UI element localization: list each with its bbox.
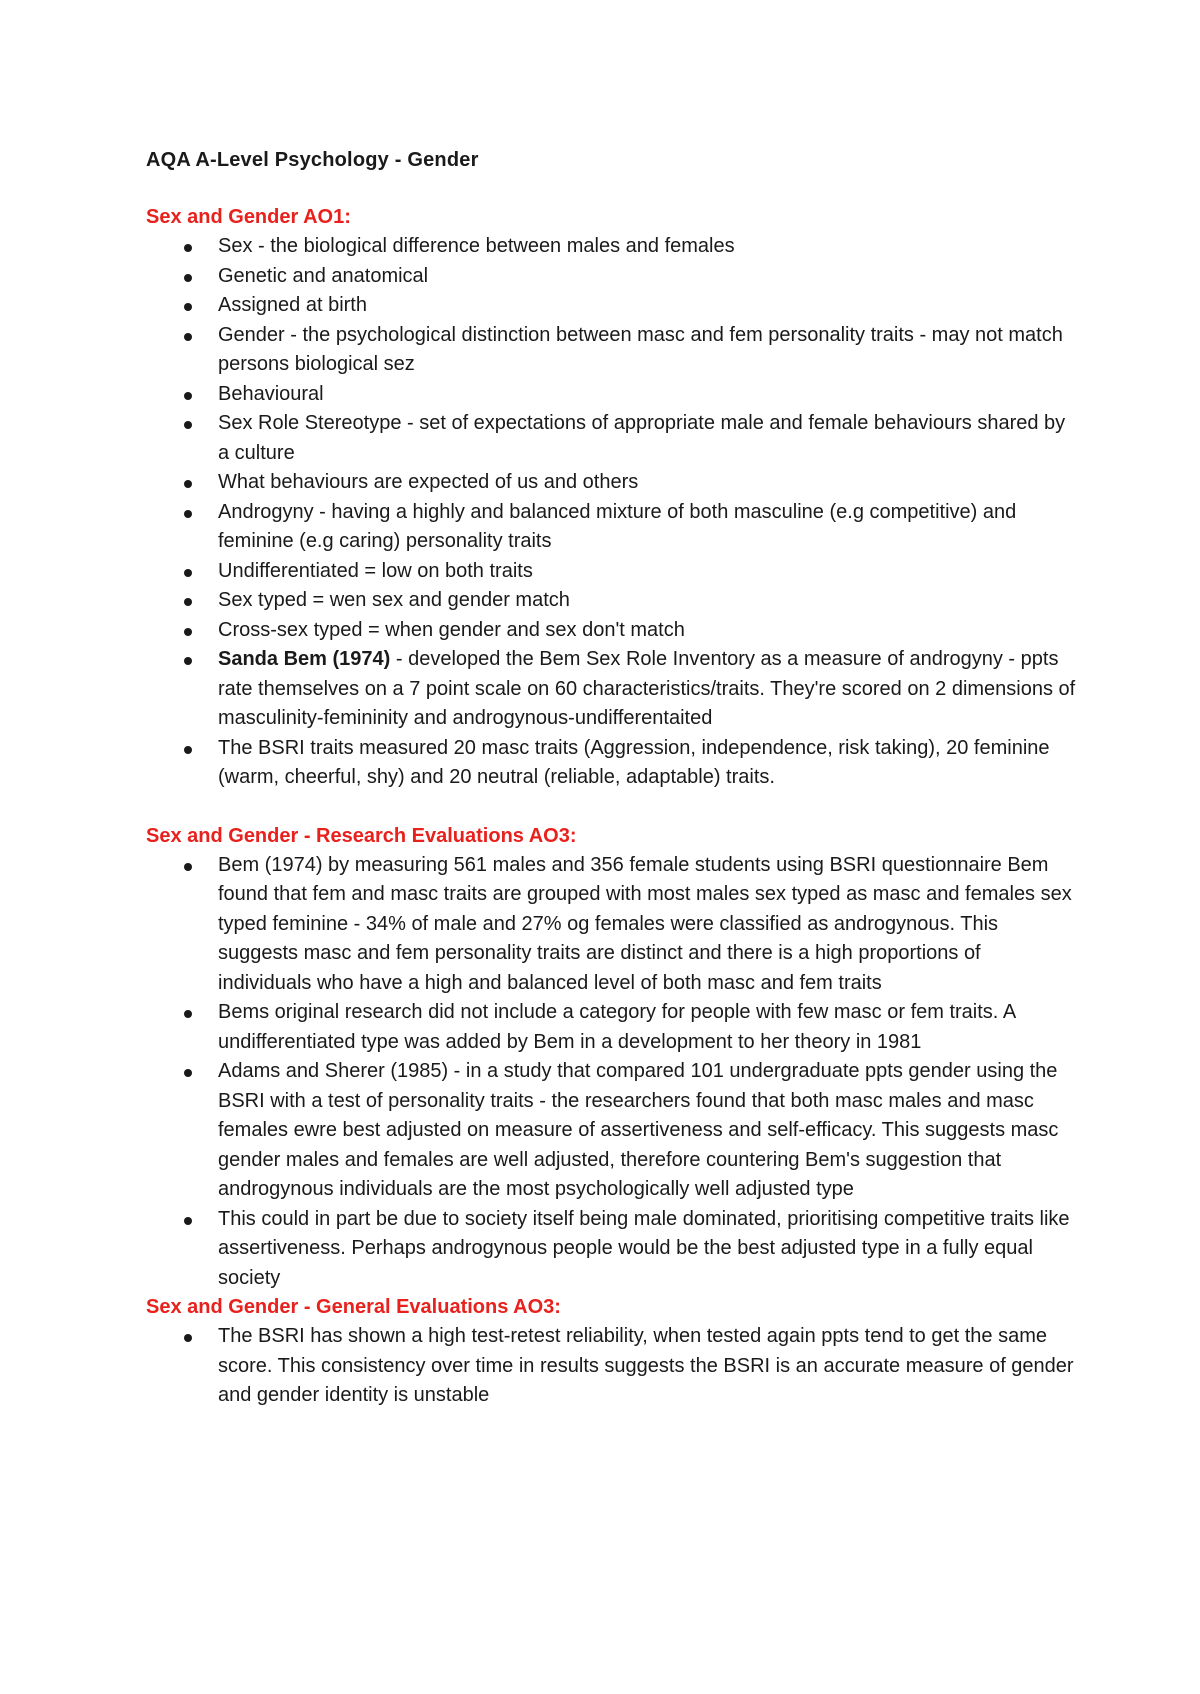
list-item-text: - developed the Bem Sex Role Inventory as a measure of androgyny - ppts rate themselves on a 7 point scale on 60 characteristics/traits. They're scored on 2 dimensions of masculinity-femininity and androgynous-undifferentaited	[218, 648, 1076, 729]
list-item-text: The BSRI traits measured 20 masc traits (Aggression, independence, risk taking), 20 feminine (warm, cheerful, shy) and 20 neutral (reliable, adaptable) traits.	[218, 736, 1050, 788]
list-item-text: Bem (1974) by measuring 561 males and 356 female students using BSRI questionnaire Bem found that fem and masc traits are grouped with most males sex typed as masc and females sex typed feminine - 34% of male and 27% og females were classified as androgynous. This suggests masc and fem personality traits are distinct and there is a high proportions of individuals who have a high and balanced level of both masc and fem traits	[218, 853, 1072, 994]
list-item	[146, 409, 1076, 468]
list-item-text: Cross-sex typed = when gender and sex don't match	[218, 618, 685, 641]
list-item	[146, 851, 1076, 999]
document-content	[146, 145, 1076, 1411]
list-item	[146, 1322, 1076, 1411]
list-item-text: Assigned at birth	[218, 294, 367, 316]
list-item	[146, 998, 1076, 1057]
bullet-dot-icon	[184, 569, 192, 577]
bullet-list	[146, 1322, 1076, 1411]
list-item-text: Sex - the biological difference between males and females	[218, 235, 735, 257]
bullet-dot-icon	[184, 421, 192, 429]
list-item	[146, 586, 1076, 616]
list-item-text: Androgyny - having a highly and balanced mixture of both masculine (e.g competitive) and feminine (e.g caring) personality traits	[218, 500, 1017, 552]
bullet-dot-icon	[184, 657, 192, 665]
list-item	[146, 468, 1076, 498]
list-item	[146, 645, 1076, 734]
list-item-text: Behavioural	[218, 382, 324, 405]
bullet-list	[146, 232, 1076, 793]
list-item-text: Adams and Sherer (1985) - in a study that compared 101 undergraduate ppts gender using the BSRI with a test of personality traits - the researchers found that both masc males and masc females ewre best adjusted on measure of assertiveness and self-efficacy. This suggests masc gender males and females are well adjusted, therefore countering Bem's suggestion that androgynous individuals are the most psychologically well adjusted type	[218, 1060, 1059, 1200]
sections-container	[146, 203, 1076, 1411]
bullet-dot-icon	[184, 303, 192, 311]
bullet-list	[146, 851, 1076, 1294]
list-item	[146, 1057, 1076, 1205]
bullet-dot-icon	[184, 863, 192, 871]
list-item-text: This could in part be due to society itself being male dominated, prioritising competitive traits like assertiveness. Perhaps androgynous people would be the best adjusted type in a fully equal society	[218, 1207, 1070, 1289]
list-item-text: Undifferentiated = low on both traits	[218, 559, 533, 582]
bullet-dot-icon	[184, 1334, 192, 1342]
bullet-dot-icon	[184, 628, 192, 636]
bullet-dot-icon	[184, 274, 192, 282]
bullet-dot-icon	[184, 746, 192, 754]
list-item	[146, 1205, 1076, 1294]
list-item	[146, 734, 1076, 793]
bullet-dot-icon	[184, 598, 192, 606]
bullet-dot-icon	[184, 1217, 192, 1225]
bullet-dot-icon	[184, 244, 192, 252]
document-title: AQA A-Level Psychology - Gender	[146, 149, 479, 171]
section-heading: Sex and Gender - Research Evaluations AO3:	[146, 824, 577, 847]
list-item	[146, 616, 1076, 646]
bullet-dot-icon	[184, 392, 192, 400]
bullet-dot-icon	[184, 510, 192, 518]
list-item-text: Genetic and anatomical	[218, 264, 429, 287]
list-item-bold-lead: Sanda Bem (1974)	[218, 648, 391, 670]
list-item	[146, 321, 1076, 380]
bullet-dot-icon	[184, 1010, 192, 1018]
bullet-dot-icon	[184, 333, 192, 341]
list-item-text: Sex typed = wen sex and gender match	[218, 589, 570, 611]
list-item-text: Bems original research did not include a category for people with few masc or fem traits. A undifferentiated type was added by Bem in a development to her theory in 1981	[218, 1001, 1016, 1053]
section-heading: Sex and Gender - General Evaluations AO3:	[146, 1296, 561, 1318]
list-item	[146, 232, 1076, 262]
bullet-dot-icon	[184, 1069, 192, 1077]
list-item	[146, 498, 1076, 557]
list-item-text: The BSRI has shown a high test-retest reliability, when tested again ppts tend to get the same score. This consistency over time in results suggests the BSRI is an accurate measure of gender and gender identity is unstable	[218, 1325, 1074, 1406]
section-heading: Sex and Gender AO1:	[146, 206, 351, 228]
list-item	[146, 380, 1076, 410]
list-item	[146, 557, 1076, 587]
list-item-text: Sex Role Stereotype - set of expectations of appropriate male and female behaviours shared by a culture	[218, 412, 1066, 464]
bullet-dot-icon	[184, 480, 192, 488]
list-item	[146, 262, 1076, 292]
list-item-text: What behaviours are expected of us and others	[218, 471, 639, 493]
list-item	[146, 291, 1076, 321]
list-item-text: Gender - the psychological distinction between masc and fem personality traits - may not match persons biological sez	[218, 323, 1063, 375]
